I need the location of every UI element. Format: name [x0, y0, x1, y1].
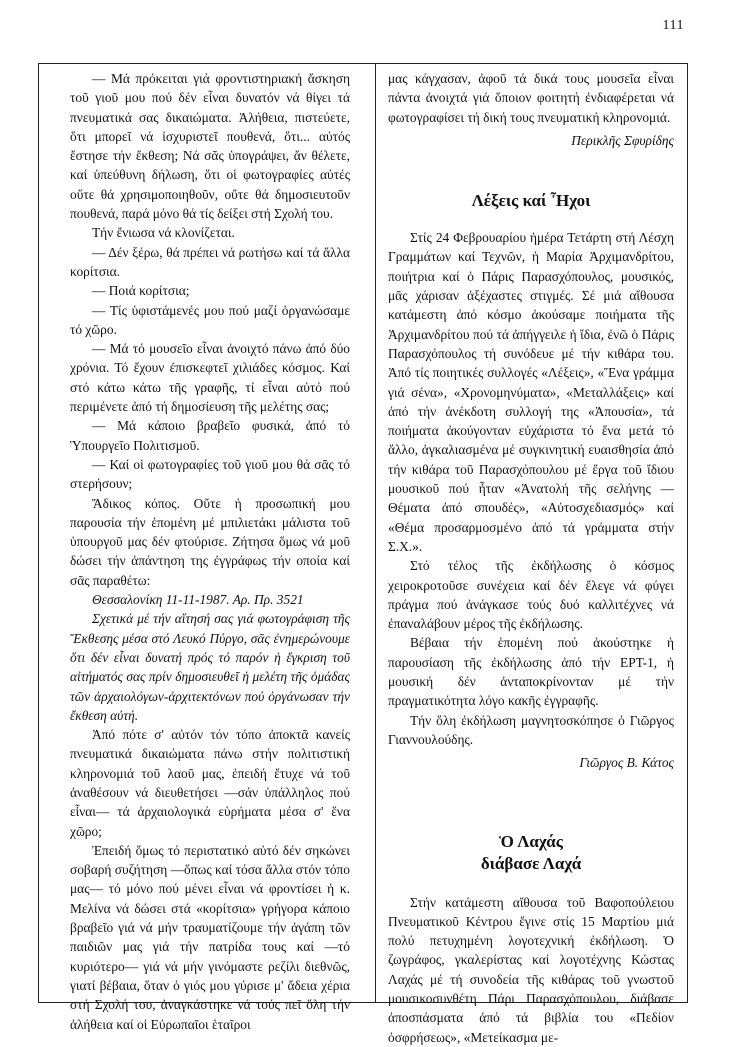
article-title: Λέξεις καί Ἦχοι — [471, 191, 591, 211]
author-signature: Γιῶργος Β. Κάτος — [579, 755, 674, 771]
paragraph: Βέβαια τήν ἑπομένη πού ἀκούστηκε ἡ παρουσίαση τῆς ἐκδήλωσης ἀπό τήν ΕΡΤ-1, ἡ μουσική δέν ἀνταποκρίνονταν μέ τήν πραγματικότητα λόγο κακῆς ἐγγραφῆς. — [388, 635, 674, 709]
paragraph: Στό τέλος τῆς ἐκδήλωσης ὁ κόσμος χειροκροτοῦσε συνέχεια καί δέν ἔλεγε νά φύγει πράγμα πού ἀνάγκασε τούς δυό καλλιτέχνες νά ἐπαναλάβουν μέρος τῆς ἐκδήλωσης. — [388, 558, 674, 632]
article-title: Ὁ Λαχάς — [499, 831, 563, 851]
paragraph: Ἄδικος κόπος. Οὔτε ἡ προσωπική μου παρουσία τήν ἑπομένη μέ μπιλιετάκι μάλιστα τοῦ ὑπουργοῦ μας δέν φτούρισε. Ζήτησα ὅμως νά μοῦ δώσει τήν ἀπάντηση της ἐγγράφως τήν οποία καί σᾶς παραθέτω: — [70, 495, 350, 588]
paragraph: — Δέν ξέρω, θά πρέπει νά ρωτήσω καί τά ἄλλα κορίτσια. — [70, 244, 350, 279]
paragraph: — Μά πρόκειται γιά φροντιστηριακή ἄσκηση τοῦ γιοῦ μου πού δέν εἶναι δυνατόν νά θίγει τά πνευματικά σας δικαιώματα. Ἀλήθεια, πιστεύετε, ὅτι μπορεῖ νά ἰσχυριστεῖ πουθενά, ὅτι... αὐτός ἔστησε τήν ἔκθεση; Νά σᾶς ὑπογράψει, ἄν θέλετε, καί ὑπεύθυνη δήλωση, ὅτι οἱ φωτογραφίες αὐτές οὔτε θά χρησιμοποιηθοῦν, οὔτε θά δημοσιευτοῦν πουθενά, παρά μόνο θά τίς δείξει στή Σχολή του. — [70, 71, 350, 222]
page-number: 111 — [662, 18, 684, 33]
right-column — [388, 69, 674, 1047]
letter-body: Σχετικά μέ τήν αἴτησή σας γιά φωτογράφιση τῆς Ἔκθεσης μέσα στό Λευκό Πύργο, σᾶς ἐνημερώνουμε ὅτι δέν εἶναι δυνατή πρός τό παρόν ἡ ἔγκριση τοῦ αἰτήματός σας πρίν δημοσιευθεῖ ἡ μελέτη τῆς ὁμάδας τῶν ἀρχαιολόγων-ἀρχιτεκτόνων πού ὀργάνωσαν τήν ἔκθεση αὐτή. — [70, 611, 350, 723]
paragraph: — Μά τό μουσεῖο εἶναι ἀνοιχτό πάνω ἀπό δύο χρόνια. Τό ἔχουν ἐπισκεφτεῖ χιλιάδες κόσμος. Καί στό κάτω κάτω τῆς γραφῆς, τί εἶναι αὐτό πού περιμένετε ἀπό τή δημοσίευση τῆς μελέτης σας; — [70, 341, 350, 415]
paragraph: μας κάγχασαν, ἀφοῦ τά δικά τους μουσεῖα εἶναι πάντα ἀνοιχτά γιά ὅποιον φοιτητή ἐνδιαφέρεται νά φωτογραφίσει τή δική τους πνευματική κληρονομιά. — [388, 71, 674, 125]
letter-header: Θεσσαλονίκη 11-11-1987. Αρ. Πρ. 3521 — [92, 592, 304, 608]
paragraph: Στίς 24 Φεβρουαρίου ἡμέρα Τετάρτη στή Λέσχη Γραμμάτων καί Τεχνῶν, ἡ Μαρία Ἀρχιμανδρίτου, ποιήτρια καί ὁ Πάρις Παρασχόπουλος, μουσικός, μᾶς χάρισαν ἀξέχαστες στιγμές. Σέ μιά αἴθουσα κατάμεστη ἀπό κόσμο ἀκούσαμε ποιήματα τῆς Ἀρχιμανδρίτου πού τά ἀπήγγειλε ἡ ἴδια, ἐνῶ ὁ Πάρις Παρασχόπουλος τή συνόδευε μέ τήν κιθάρα του. Ἀπό τίς ποιητικές συλλογές «Λέξεις», «Ἕνα γράμμα γιά σένα», «Χρονομηνύματα», «Μεταλλάξεις» καί ἀπό τήν ἀνέκδοτη συλλογή της «Ἀπουσία», τά ποιήματα ἀκούγονταν εὐχάριστα τό ἕνα μετά τό ἄλλο, ἀγκαλιασμένα μέ συγκινητική ευαισθησία ἀπό τήν κιθάρα τοῦ Παρασχόπουλου μέ ἔργα τοῦ ἴδιου μουσικοῦ πού ἦταν «Ἀνατολή τῆς σελήνης — Θέματα ἀπό σπουδές», «Αὐτοσχεδιασμός» καί «Θέμα προσαρμοσμένο ἀπό τά γράμματα στήν Σ.Χ.». — [388, 230, 674, 554]
article-title: διάβασε Λαχά — [480, 853, 582, 873]
paragraph: Τήν ἔνιωσα νά κλονίζεται. — [92, 225, 235, 241]
paragraph: Στήν κατάμεστη αἴθουσα τοῦ Βαφοπούλειου Πνευματικοῦ Κέντρου ἔγινε στίς 15 Μαρτίου μιά πολύ πετυχημένη λογοτεχνική ἐκδήλωση. Ὁ ζωγράφος, γκαλερίστας καί λογοτέχνης Κώστας Λαχάς μέ τή συνοδεία τῆς κιθάρας τοῦ γνωστοῦ μουσικοσυνθέτη Πάρι Παρασχόπουλου, διάβασε ἀποσπάσματα ἀπό τά βιβλία του «Πεδίον ὀσφρήσεως», «Μετείκασμα με- — [388, 894, 674, 1045]
paragraph: Ἀπό πότε σ' αὐτόν τόν τόπο ἀποκτᾶ κανείς πνευματικά δικαιώματα πάνω στήν πολιτιστική κληρονομιά τοῦ λαοῦ μας, ἐπειδή ἔτυχε νά τοῦ ἀναθέσουν νά διευθετήσει —σάν ὑπάλληλος πού εἶναι— τά ἀρχαιολογικά εὑρήματα μέσα σ' ἕνα χῶρο; — [70, 727, 350, 839]
left-column — [70, 69, 350, 1034]
paragraph: Ἐπειδή ὅμως τό περιστατικό αὐτό δέν σηκώνει σοβαρή συζήτηση —ὅπως καί τόσα ἄλλα στόν τόπο μας— τό μόνο πού μένει εἶναι νά φροντίσει ἡ κ. Μελίνα νά δώσει στά «κορίτσια» γρήγορα κάποιο βραβεῖο γιά νά μήν τραυματίζουμε τήν ἀγάπη τῶν παιδιῶν μας γιά τήν πατρίδα τους καί —τό κυριότερο— γιά νά μήν γινόμαστε ρεζίλι διεθνῶς, γιατί βέβαια, ὅταν ὁ γιός μου γύρισε μ' ἄδεια χέρια στή Σχολή του, ἀναγκάστηκε νά τούς πεῖ ὅλη τήν ἀλήθεια καί οἱ Εὐρωπαῖοι ἑταῖροι — [70, 842, 350, 1032]
paragraph: — Τίς ὑφιστάμενές μου πού μαζί ὀργανώσαμε τό χῶρο. — [70, 302, 350, 337]
paragraph: — Ποιά κορίτσια; — [92, 283, 190, 299]
author-signature: Περικλῆς Σφυρίδης — [571, 132, 674, 148]
paragraph: Τήν ὅλη ἐκδήλωση μαγνητοσκόπησε ὁ Γιῶργος Γιαννουλούδης. — [388, 712, 674, 747]
paragraph: — Μά κάποιο βραβεῖο φυσικά, ἀπό τό Ὑπουργεῖο Πολιτισμοῦ. — [70, 418, 350, 453]
column-divider — [375, 63, 376, 1003]
paragraph: — Καί οἱ φωτογραφίες τοῦ γιοῦ μου θά σᾶς τό στερήσουν; — [70, 456, 350, 492]
